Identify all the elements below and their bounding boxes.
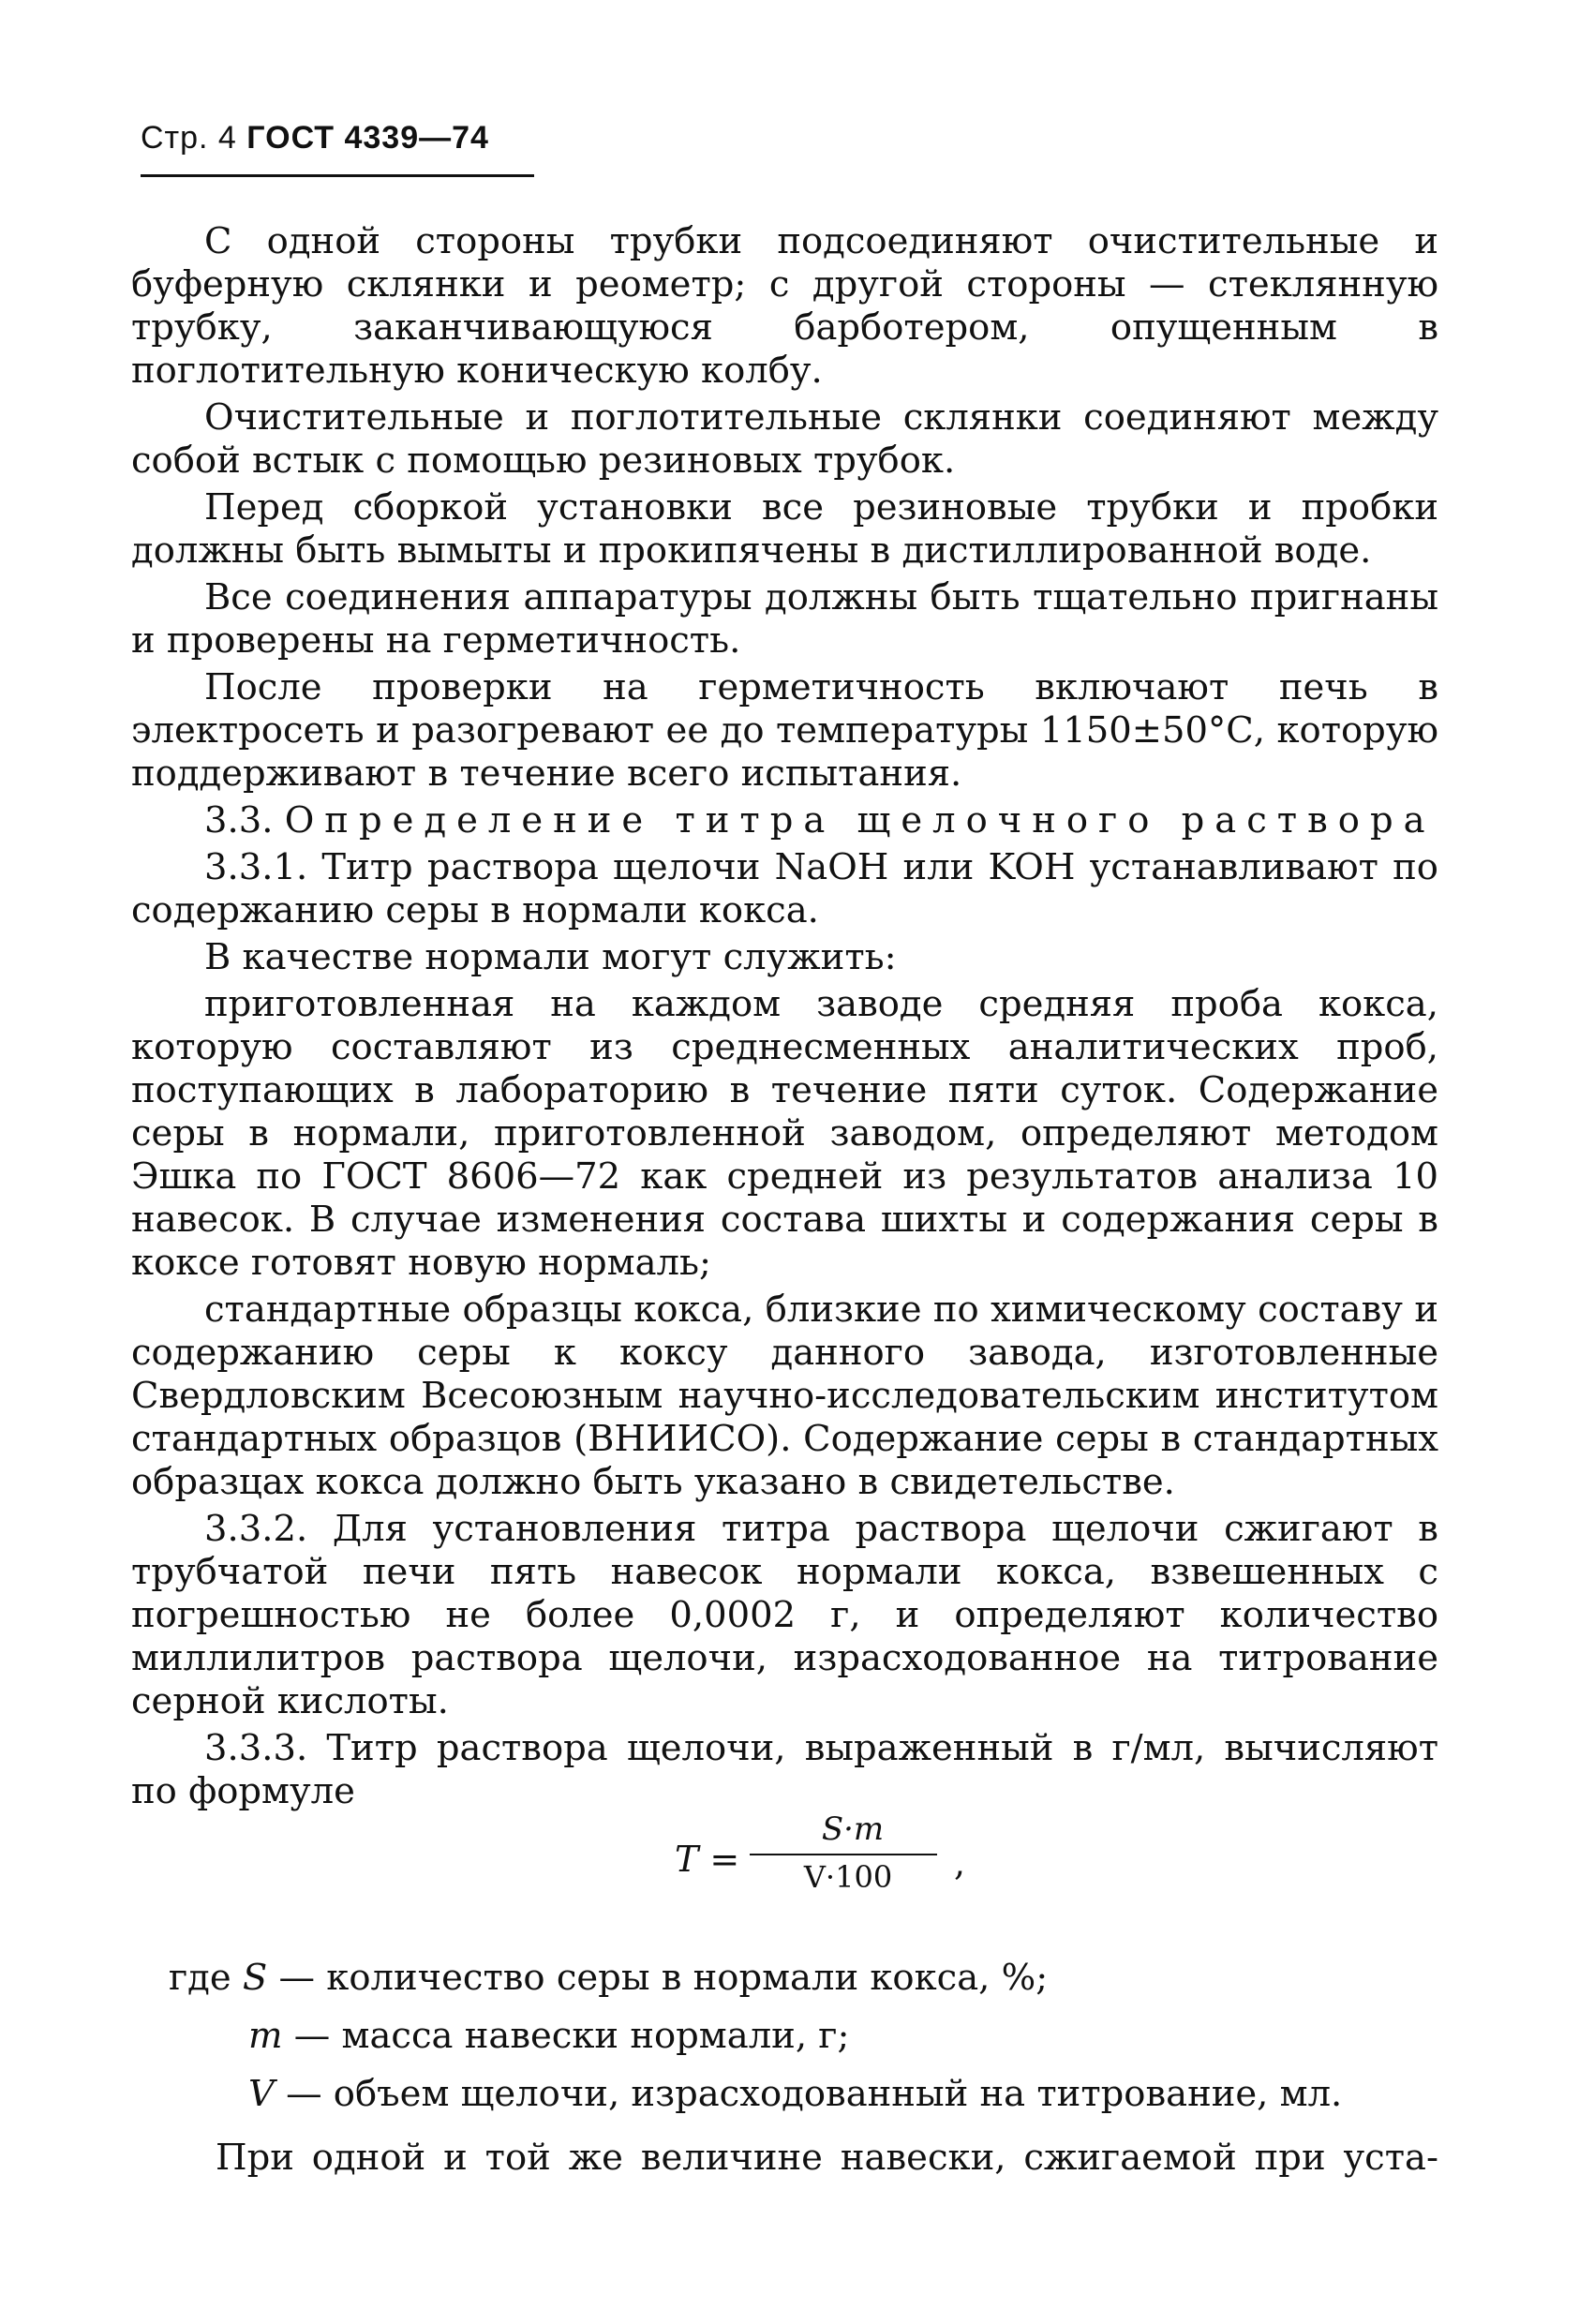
legend-lead: где — [169, 1957, 231, 1999]
header-underline — [141, 174, 534, 177]
legend-text: — объем щелочи, израсходованный на титрование, мл. — [286, 2073, 1343, 2115]
legend-row — [169, 2007, 1342, 2065]
list-item: стандартные образцы кокса, близкие по химическому составу и содержанию серы к коксу данного завода, изготовленные Свердловским Всесоюзным научно-исследовательским институтом стандартных образцов (ВНИИСО). Содержание серы в стандартных образцах кокса должно быть указано в свидетельстве. — [131, 1289, 1438, 1503]
clause-3-3-1: 3.3.1. Титр раствора щелочи NaOH или KOH устанавливают по содержанию серы в нормали кокса. — [131, 846, 1438, 931]
paragraph: С одной стороны трубки подсоединяют очистительные и буферную склянки и реометр; с другой стороны — стеклянную трубку, заканчивающуюся барботером, опущенным в поглотительную коническую колбу. — [131, 220, 1438, 392]
clause-3-3-3: 3.3.3. Титр раствора щелочи, выраженный в г/мл, вычисляют по формуле — [131, 1727, 1438, 1812]
final-line: При одной и той же величине навески, сжигаемой при уста- — [216, 2137, 1438, 2179]
list-item: приготовленная на каждом заводе средняя проба кокса, которую составляют из среднесменных аналитических проб, поступающих в лабораторию в течение пяти суток. Содержание серы в нормали, приготовленной заводом, определяют методом Эшка по ГОСТ 8606—72 как средней из результатов анализа 10 навесок. В случае изменения состава шихты и содержания серы в коксе готовят новую нормаль; — [131, 983, 1438, 1284]
formula-numerator: S·m — [821, 1810, 885, 1848]
formula-denominator: V·100 — [803, 1859, 893, 1895]
titre-formula — [647, 1810, 984, 1912]
formula-lhs: T = — [675, 1839, 740, 1880]
paragraph: Перед сборкой установки все резиновые трубки и пробки должны быть вымыты и прокипячены в дистиллированной воде. — [131, 486, 1438, 572]
section-title: Определение титра щелочного раствора — [284, 799, 1436, 842]
body-text — [131, 220, 1438, 1817]
legend-symbol: V — [248, 2073, 275, 2115]
paragraph: После проверки на герметичность включают печь в электросеть и разогревают ее до температуры 1150±50°С, которую поддерживают в течение всего испытания. — [131, 666, 1438, 795]
paragraph: Все соединения аппаратуры должны быть тщательно пригнаны и проверены на герметичность. — [131, 576, 1438, 662]
section-number: 3.3. — [204, 799, 274, 842]
formula-comma: , — [954, 1842, 966, 1884]
final-paragraph — [131, 2137, 1438, 2180]
normal-intro: В качестве нормали могут служить: — [204, 936, 897, 978]
page-header — [141, 120, 489, 156]
clause-3-3-2: 3.3.2. Для установления титра раствора щелочи сжигают в трубчатой печи пять навесок нормали кокса, взвешенных с погрешностью не более 0,0002 г, и определяют количество миллилитров раствора щелочи, израсходованное на титрование серной кислоты. — [131, 1508, 1438, 1722]
standard-number: ГОСТ 4339—74 — [246, 120, 489, 156]
fraction-bar — [750, 1854, 937, 1855]
legend-symbol: m — [248, 2015, 283, 2057]
page-number-label: Стр. 4 — [141, 120, 237, 156]
section-heading — [131, 799, 1438, 842]
legend-symbol: S — [242, 1957, 268, 1999]
paragraph: Очистительные и поглотительные склянки соединяют между собой встык с помощью резиновых трубок. — [131, 396, 1438, 482]
formula-legend — [169, 1949, 1342, 2123]
legend-row — [169, 1949, 1342, 2007]
legend-text: — масса навески нормали, г; — [293, 2015, 850, 2057]
legend-text: — количество серы в нормали кокса, %; — [278, 1957, 1049, 1999]
legend-row — [169, 2065, 1342, 2123]
